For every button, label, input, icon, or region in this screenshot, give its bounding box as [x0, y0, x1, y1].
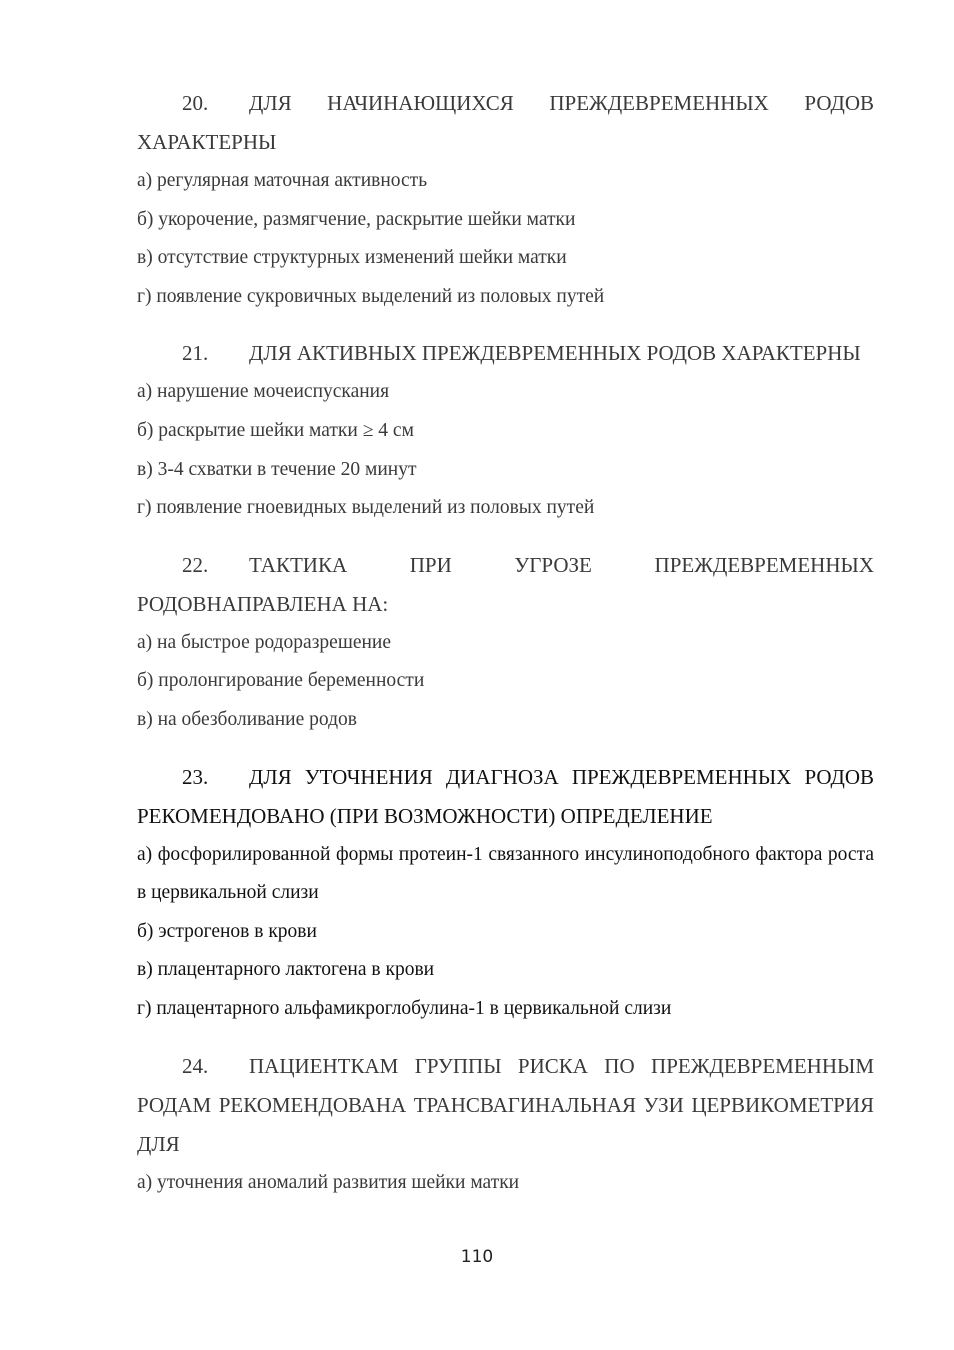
question-number: 21.	[182, 341, 209, 366]
question-text: ДЛЯ УТОЧНЕНИЯ ДИАГНОЗА ПРЕЖДЕВРЕМЕННЫХ РОДОВ РЕКОМЕНДОВАНО (ПРИ ВОЗМОЖНОСТИ) ОПРЕДЕЛЕНИЕ	[137, 764, 874, 828]
question-21	[137, 334, 874, 527]
question-title	[137, 334, 874, 373]
question-text: ДЛЯ АКТИВНЫХ ПРЕЖДЕВРЕМЕННЫХ РОДОВ ХАРАКТЕРНЫ	[249, 341, 861, 366]
answer-option: а) регулярная маточная активность	[137, 170, 428, 191]
question-text: ТАКТИКА ПРИ УГРОЗЕ ПРЕЖДЕВРЕМЕННЫХ РОДОВНАПРАВЛЕНА НА:	[137, 552, 874, 616]
question-24	[137, 1047, 874, 1203]
answer-option: в) на обезболивание родов	[137, 708, 357, 730]
answer-option: г) появление гноевидных выделений из половых путей	[137, 497, 595, 519]
question-title	[137, 1047, 874, 1164]
question-text: ДЛЯ НАЧИНАЮЩИХСЯ ПРЕЖДЕВРЕМЕННЫХ РОДОВ ХАРАКТЕРНЫ	[137, 91, 874, 154]
answer-option: а) на быстрое родоразрешение	[137, 631, 392, 653]
answer-option: а) фосфорилированной формы протеин-1 связанного инсулиноподобного фактора роста в цервикальной слизи	[137, 843, 874, 904]
question-20	[137, 84, 874, 316]
question-number: 20.	[182, 91, 209, 115]
answer-option: б) укорочение, размягчение, раскрытие шейки матки	[137, 208, 576, 230]
page-number: 110	[460, 1247, 494, 1267]
question-22	[137, 546, 874, 740]
answer-option: г) появление сукровичных выделений из половых путей	[137, 285, 605, 307]
question-number: 22.	[182, 552, 209, 577]
answer-option: б) раскрытие шейки матки ≥ 4 см	[137, 419, 414, 441]
question-title	[137, 546, 874, 624]
answer-option: б) пролонгирование беременности	[137, 670, 425, 692]
answer-option: в) плацентарного лактогена в крови	[137, 959, 435, 981]
question-title	[137, 84, 874, 162]
question-number: 24.	[182, 1053, 209, 1078]
question-number: 23.	[182, 764, 209, 789]
answer-option: а) уточнения аномалий развития шейки матки	[137, 1171, 520, 1193]
answer-option: г) плацентарного альфамикроглобулина-1 в цервикальной слизи	[137, 997, 672, 1019]
answer-option: в) 3-4 схватки в течение 20 минут	[137, 458, 417, 480]
question-23	[137, 758, 874, 1029]
answer-option: в) отсутствие структурных изменений шейки матки	[137, 247, 567, 269]
question-text: ПАЦИЕНТКАМ ГРУППЫ РИСКА ПО ПРЕЖДЕВРЕМЕННЫМ РОДАМ РЕКОМЕНДОВАНА ТРАНСВАГИНАЛЬНАЯ УЗИ ЦЕРВИКОМЕТРИЯ ДЛЯ	[137, 1053, 874, 1156]
document-page	[137, 84, 874, 1220]
answer-option: б) эстрогенов в крови	[137, 920, 317, 942]
answer-option: а) нарушение мочеиспускания	[137, 381, 390, 403]
question-title	[137, 758, 874, 836]
